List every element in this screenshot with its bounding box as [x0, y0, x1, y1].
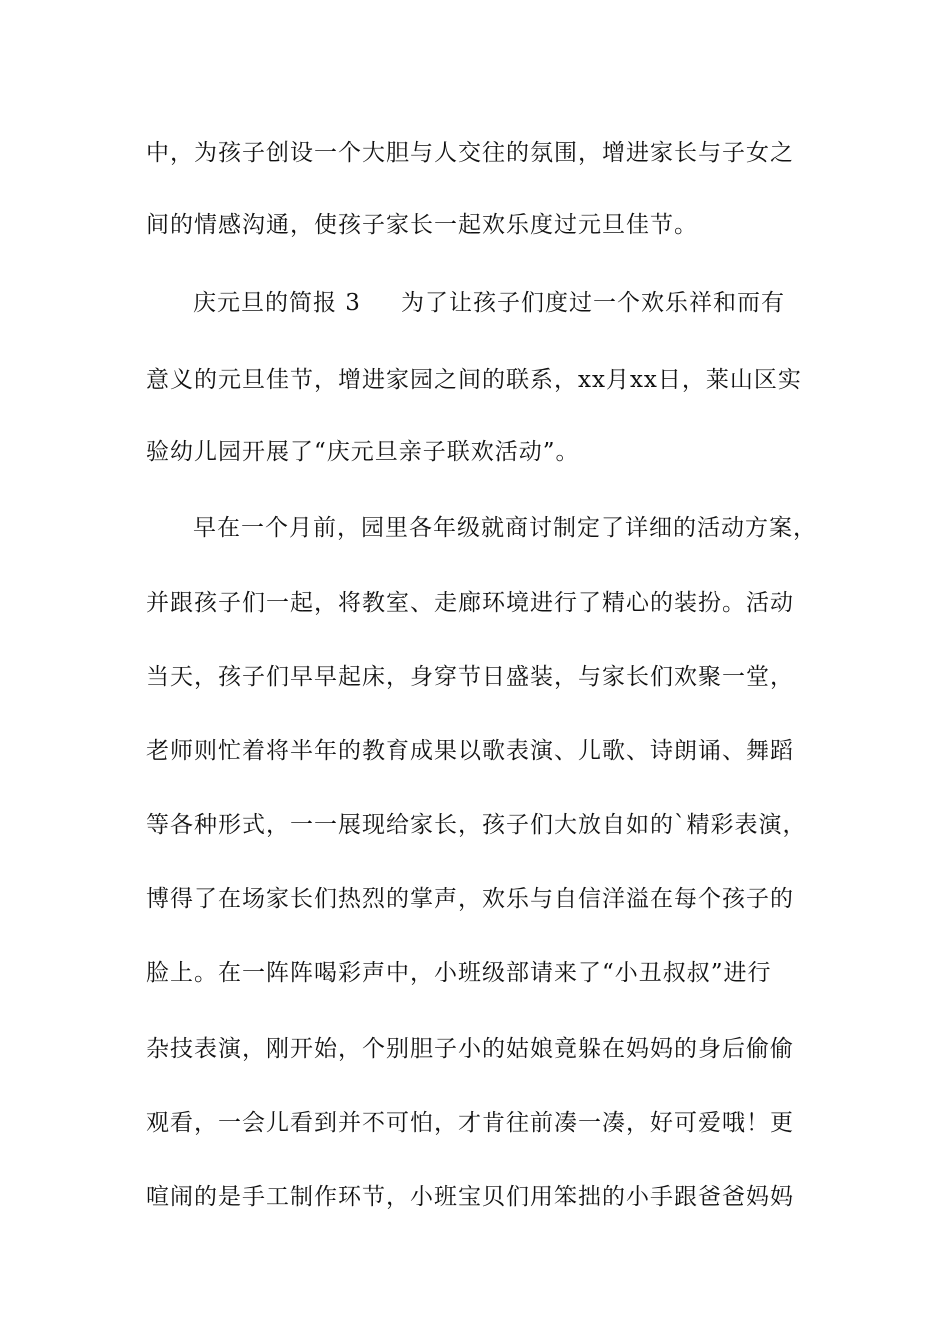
- paragraph-line: 喧闹的是手工制作环节，小班宝贝们用笨拙的小手跟爸爸妈妈: [146, 1184, 794, 1210]
- paragraph-line: 早在一个月前，园里各年级就商讨制定了详细的活动方案，: [193, 515, 817, 541]
- paragraph-line: 中，为孩子创设一个大胆与人交往的氛围，增进家长与子女之: [146, 140, 794, 166]
- paragraph-line: 脸上。在一阵阵喝彩声中，小班级部请来了“小丑叔叔”进行: [146, 960, 772, 986]
- paragraph-line: 杂技表演，刚开始，个别胆子小的姑娘竟躲在妈妈的身后偷偷: [146, 1036, 794, 1062]
- paragraph-line: 间的情感沟通，使孩子家长一起欢乐度过元旦佳节。: [146, 212, 698, 238]
- paragraph-line: 观看，一会儿看到并不可怕，才肯往前凑一凑，好可爱哦！更: [146, 1110, 794, 1136]
- paragraph-line: 验幼儿园开展了“庆元旦亲子联欢活动”。: [146, 439, 580, 465]
- paragraph-line: 意义的元旦佳节，增进家园之间的联系，xx月xx日，莱山区实: [146, 367, 802, 393]
- paragraph-line: 老师则忙着将半年的教育成果以歌表演、儿歌、诗朗诵、舞蹈: [146, 738, 794, 764]
- paragraph-line: 等各种形式，一一展现给家长，孩子们大放自如的`精彩表演，: [146, 812, 807, 838]
- paragraph-line: 并跟孩子们一起，将教室、走廊环境进行了精心的装扮。活动: [146, 590, 794, 616]
- paragraph-line: 当天，孩子们早早起床，身穿节日盛装，与家长们欢聚一堂，: [146, 664, 794, 690]
- section-heading-line: [193, 288, 883, 318]
- section-intro: 为了让孩子们度过一个欢乐祥和而有: [400, 290, 785, 316]
- paragraph-line: 博得了在场家长们热烈的掌声，欢乐与自信洋溢在每个孩子的: [146, 886, 794, 912]
- section-heading: 庆元旦的简报 3: [193, 290, 361, 316]
